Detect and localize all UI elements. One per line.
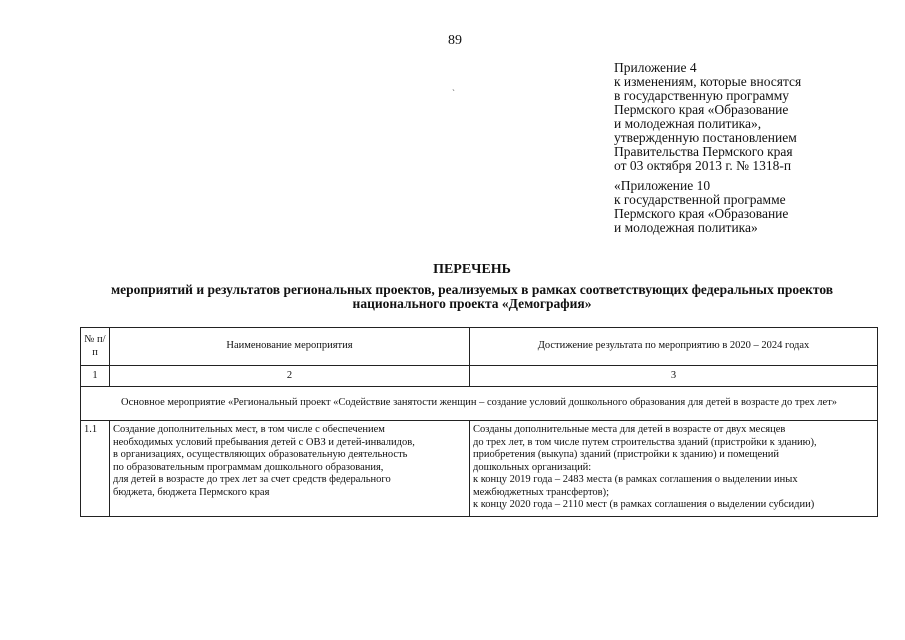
appendix-reference [614, 61, 874, 173]
text-line: до трех лет, в том числе путем строительства зданий (пристройки к зданию), [473, 436, 817, 448]
text-line: в организациях, осуществляющих образовательную деятельность [113, 449, 408, 460]
appendix-line: Пермского края «Образование [614, 102, 789, 117]
header-result: Достижение результата по мероприятию в 2020 – 2024 годах [470, 328, 878, 366]
result-cell [470, 421, 878, 517]
appendix-line: «Приложение 10 [614, 178, 711, 193]
program-appendix-reference [614, 179, 874, 235]
table-row [81, 421, 878, 517]
measures-table [80, 327, 878, 517]
stray-dot-mark: ` [452, 88, 455, 98]
text-line: необходимых условий пребывания детей с ОВЗ и детей-инвалидов, [113, 436, 415, 448]
appendix-line: утвержденную постановлением [614, 130, 797, 145]
text-line: к концу 2019 года – 2483 места (в рамках соглашения о выделении иных [473, 474, 798, 485]
document-subtitle: мероприятий и результатов региональных проектов, реализуемых в рамках соответствующих федеральных проектов национального проекта «Демография» [110, 282, 834, 311]
page-number: 89 [448, 33, 462, 48]
column-index: 3 [470, 366, 878, 387]
appendix-line: от 03 октября 2013 г. № 1318-п [614, 158, 792, 173]
header-number: № п/п [81, 328, 110, 366]
column-index: 1 [81, 366, 110, 387]
text-line: Создание дополнительных мест, в том числе с обеспечением [113, 424, 385, 435]
column-index: 2 [110, 366, 470, 387]
appendix-line: Приложение 4 [614, 60, 697, 75]
measure-name-cell [110, 421, 470, 517]
appendix-line: в государственную программу [614, 88, 790, 103]
text-line: к концу 2020 года – 2110 мест (в рамках соглашения о выделении субсидии) [473, 499, 815, 510]
appendix-line: к изменениям, которые вносятся [614, 74, 802, 89]
appendix-line: и молодежная политика», [614, 116, 762, 131]
text-line: для детей в возрасте до трех лет за счет средств федерального [113, 474, 391, 485]
text-line: бюджета, бюджета Пермского края [113, 486, 270, 498]
appendix-line: и молодежная политика» [614, 220, 758, 235]
text-line: дошкольных организаций: [473, 461, 592, 473]
text-line: Созданы дополнительные места для детей в возрасте от двух месяцев [473, 424, 786, 435]
document-title: ПЕРЕЧЕНЬ [433, 262, 511, 277]
appendix-line: Правительства Пермского края [614, 144, 793, 159]
table-header-row [81, 328, 878, 366]
column-index-row [81, 366, 878, 387]
text-line: по образовательным программам дошкольного образования, [113, 461, 384, 473]
text-line: приобретения (выкупа) зданий (пристройки к зданию) и помещений [473, 449, 780, 460]
section-row [81, 387, 878, 421]
section-title: Основное мероприятие «Региональный проект «Содействие занятости женщин – создание условий дошкольного образования для детей в возрасте до трех лет» [81, 387, 878, 421]
row-number: 1.1 [81, 421, 110, 517]
appendix-line: к государственной программе [614, 192, 786, 207]
header-measure-name: Наименование мероприятия [110, 328, 470, 366]
appendix-line: Пермского края «Образование [614, 206, 789, 221]
text-line: межбюджетных трансфертов); [473, 486, 610, 498]
